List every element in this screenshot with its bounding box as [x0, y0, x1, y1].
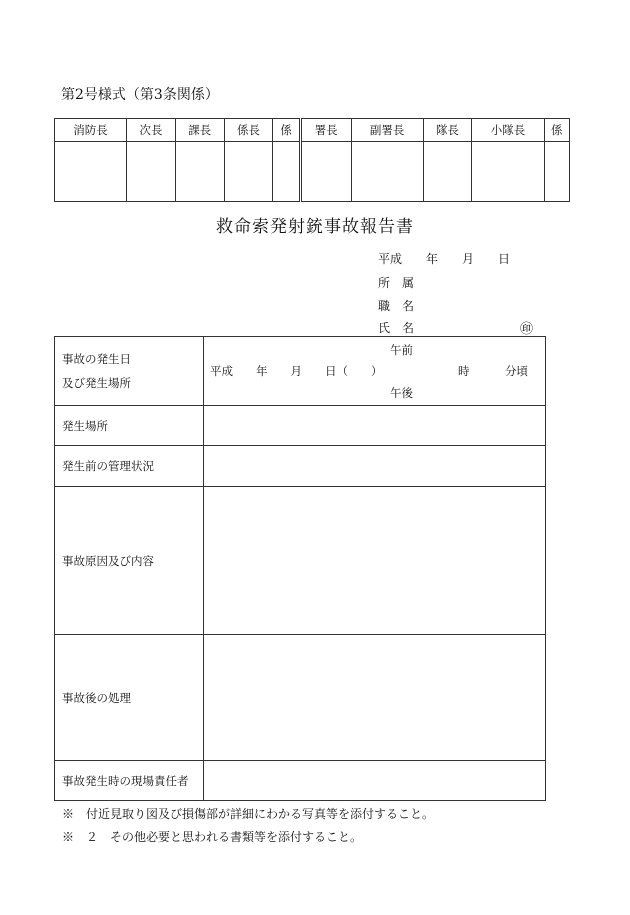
- stamp-cell[interactable]: [472, 142, 544, 202]
- location-label: 発生場所: [55, 406, 204, 446]
- approval-role: 課長: [175, 119, 224, 142]
- am-label: 午前: [390, 343, 413, 357]
- approval-role: 次長: [127, 119, 176, 142]
- location-value[interactable]: [204, 406, 546, 446]
- name-label: 氏 名: [378, 321, 415, 335]
- stamp-cell[interactable]: [544, 142, 569, 202]
- handling-label: 事故後の処理: [55, 635, 204, 761]
- approval-role: 係: [273, 119, 300, 142]
- stamp-cell[interactable]: [300, 142, 351, 202]
- pm-label: 午後: [390, 386, 413, 400]
- department-label: 所 属: [378, 276, 415, 290]
- stamp-cell[interactable]: [273, 142, 300, 202]
- report-date: 平成 年 月 日: [378, 252, 511, 266]
- hour-label: 時: [458, 364, 470, 378]
- stamp-cell[interactable]: [175, 142, 224, 202]
- occurrence-label-line2: 及び発生場所: [62, 376, 131, 390]
- management-label: 発生前の管理状況: [55, 446, 204, 487]
- approval-role: 隊長: [423, 119, 472, 142]
- approval-role: 副署長: [351, 119, 423, 142]
- handling-value[interactable]: [204, 635, 546, 761]
- cause-label: 事故原因及び内容: [55, 487, 204, 635]
- report-table: [54, 336, 546, 801]
- approval-role: 小隊長: [472, 119, 544, 142]
- approval-role: 消防長: [55, 119, 127, 142]
- job-title-label: 職 名: [378, 299, 415, 313]
- document-title: 救命索発射銃事故報告書: [216, 217, 414, 237]
- approval-role: 係: [544, 119, 569, 142]
- approval-role: 署長: [300, 119, 351, 142]
- stamp-cell[interactable]: [351, 142, 423, 202]
- responsible-label: 事故発生時の現場責任者: [55, 761, 204, 801]
- stamp-cell[interactable]: [224, 142, 273, 202]
- seal-mark: ㊞: [520, 322, 534, 337]
- stamp-cell[interactable]: [423, 142, 472, 202]
- approval-role: 係長: [224, 119, 273, 142]
- note-documents: ※ ２ その他必要と思われる書類等を添付すること。: [62, 830, 363, 844]
- occurrence-value[interactable]: [204, 337, 546, 406]
- minute-label: 分頃: [505, 364, 528, 378]
- occurrence-label-line1: 事故の発生日: [62, 352, 131, 366]
- responsible-value[interactable]: [204, 761, 546, 801]
- note-photos: ※ 付近見取り図及び損傷部が詳細にわかる写真等を添付すること。: [62, 807, 435, 821]
- cause-value[interactable]: [204, 487, 546, 635]
- occurrence-label: [55, 337, 204, 406]
- stamp-cell[interactable]: [127, 142, 176, 202]
- approval-stamp-table: [54, 118, 570, 202]
- occurrence-date: 平成 年 月 日（ ）: [210, 364, 383, 378]
- form-number: 第2号様式（第3条関係）: [61, 87, 219, 103]
- stamp-cell[interactable]: [55, 142, 127, 202]
- management-value[interactable]: [204, 446, 546, 487]
